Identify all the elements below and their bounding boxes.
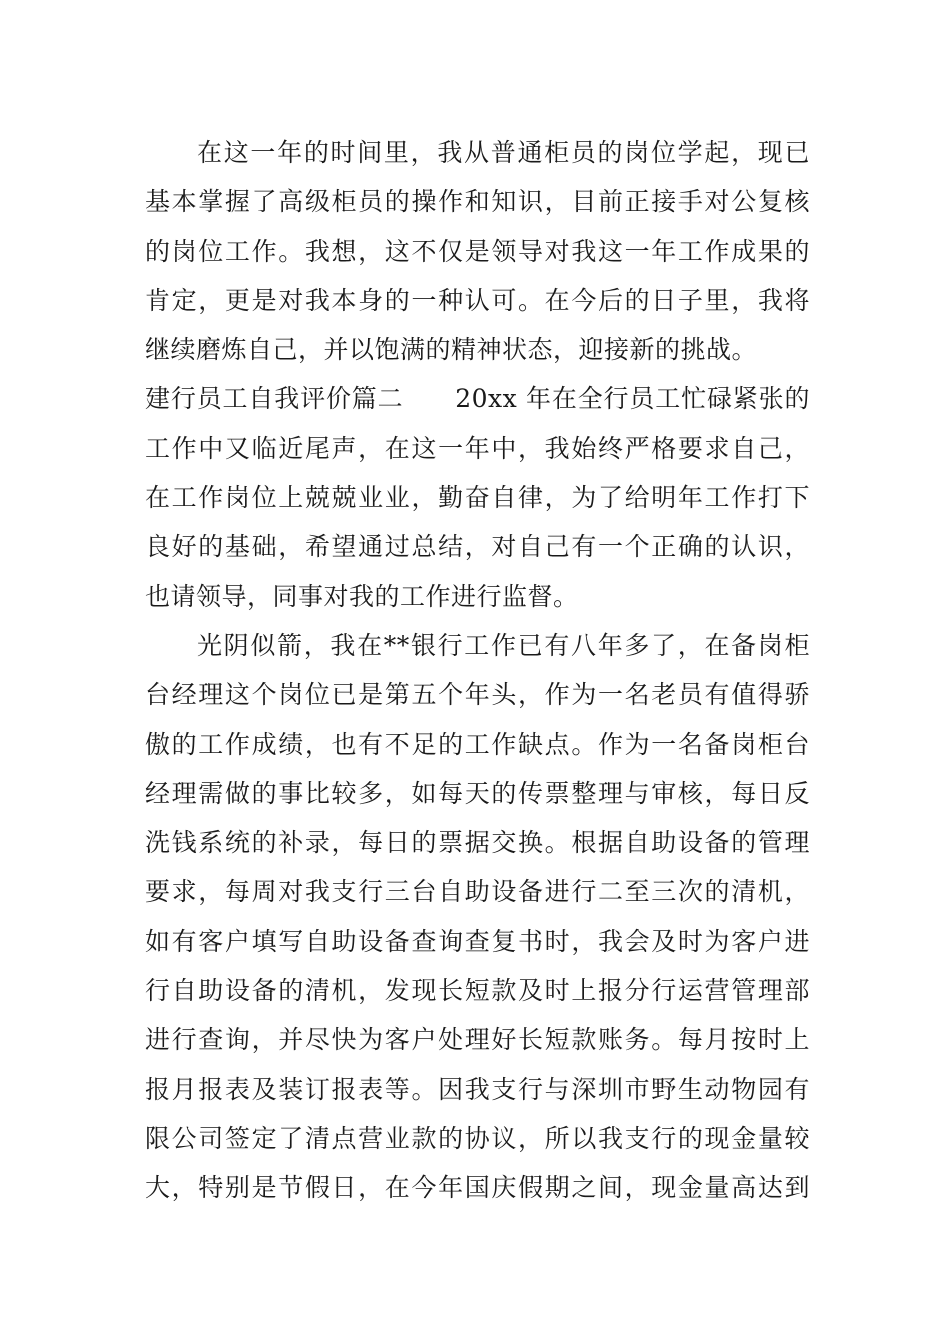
text-line: 的岗位工作。我想，这不仅是领导对我这一年工作成果的 [145, 236, 810, 266]
text-line: 洗钱系统的补录，每日的票据交换。根据自助设备的管理 [145, 828, 810, 858]
text-line: 行自助设备的清机，发现长短款及时上报分行运营管理部 [145, 976, 810, 1006]
text-line: 肯定，更是对我本身的一种认可。在今后的日子里，我将 [145, 285, 810, 315]
text-line: 大，特别是节假日，在今年国庆假期之间，现金量高达到 [145, 1173, 810, 1203]
text-line: 如有客户填写自助设备查询查复书时，我会及时为客户进 [145, 926, 810, 956]
text-line: 在工作岗位上兢兢业业，勤奋自律，为了给明年工作打下 [145, 483, 810, 513]
text-line: 台经理这个岗位已是第五个年头，作为一名老员有值得骄 [145, 680, 810, 710]
text-line: 工作中又临近尾声，在这一年中，我始终严格要求自己， [145, 433, 810, 463]
text-line: 进行查询，并尽快为客户处理好长短款账务。每月按时上 [145, 1025, 810, 1055]
text-line: 经理需做的事比较多，如每天的传票整理与审核，每日反 [145, 778, 810, 808]
document-body [145, 128, 810, 1213]
text-line: 继续磨炼自己，并以饱满的精神状态，迎接新的挑战。 [145, 335, 758, 365]
text-line: 傲的工作成绩，也有不足的工作缺点。作为一名备岗柜台 [145, 729, 810, 759]
text-line: 基本掌握了高级柜员的操作和知识，目前正接手对公复核 [145, 187, 810, 217]
text-line: 限公司签定了清点营业款的协议，所以我支行的现金量较 [145, 1123, 810, 1153]
text-line: 光阴似箭，我在**银行工作已有八年多了，在备岗柜 [197, 630, 810, 660]
text-line: 在这一年的时间里，我从普通柜员的岗位学起，现已 [197, 138, 810, 167]
text-line: 良好的基础，希望通过总结，对自己有一个正确的认识， [145, 532, 810, 562]
text-line: 报月报表及装订报表等。因我支行与深圳市野生动物园有 [145, 1074, 810, 1104]
text-line: 要求，每周对我支行三台自助设备进行二至三次的清机， [145, 877, 810, 907]
text-line: 也请领导，同事对我的工作进行监督。 [145, 581, 579, 611]
text-line: 建行员工自我评价篇二 20xx 年在全行员工忙碌紧张的 [145, 384, 810, 414]
